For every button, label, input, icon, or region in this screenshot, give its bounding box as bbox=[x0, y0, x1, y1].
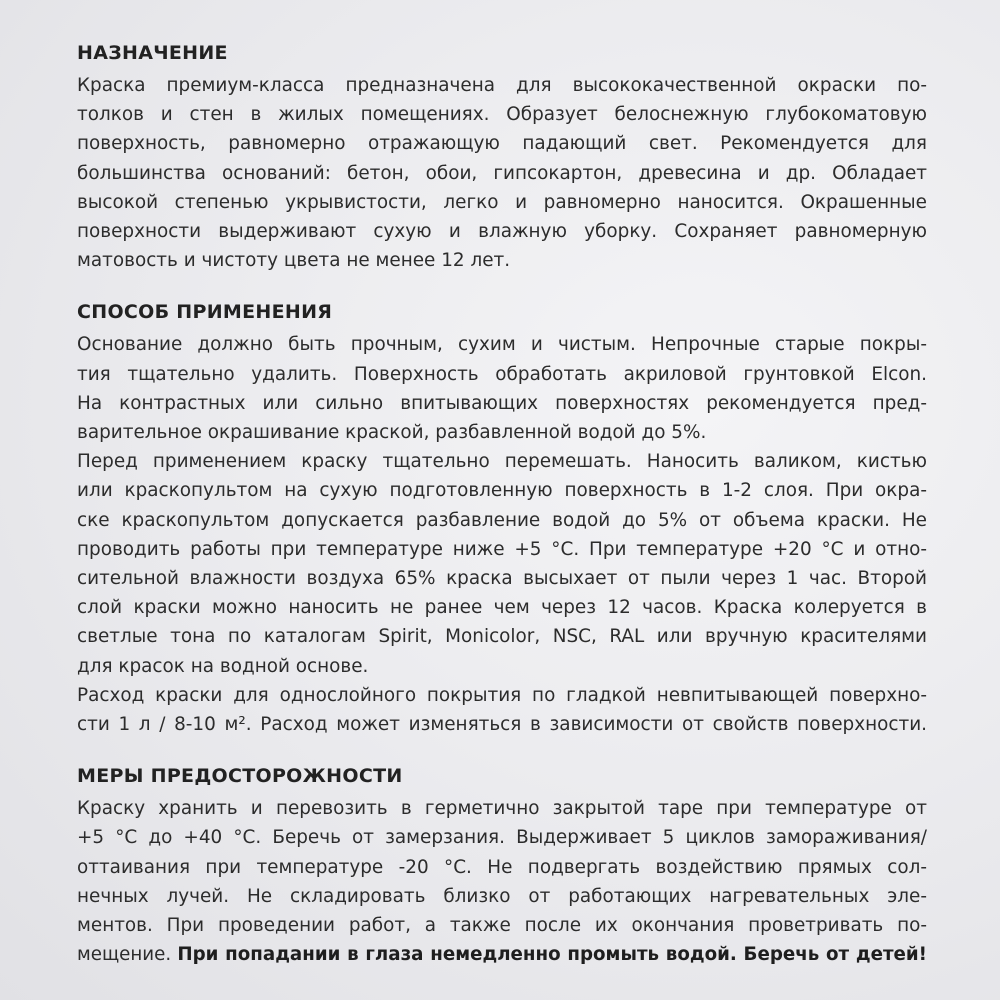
section-heading-application: СПОСОБ ПРИМЕНЕНИЯ bbox=[77, 301, 333, 324]
text-line: На контрастных или сильно впитывающих поверхностях рекомендуется пред- bbox=[77, 392, 927, 414]
text-line: светлые тона по каталогам Spirit, Monicolor, NSC, RAL или вручную красителями bbox=[77, 626, 927, 648]
section-body-precautions bbox=[77, 794, 927, 969]
section-body-purpose bbox=[77, 71, 927, 275]
text-line: Краска премиум-класса предназначена для высококачественной окраски по- bbox=[77, 75, 927, 96]
text-line: слой краски можно наносить не ранее чем через 12 часов. Краска колеруется в bbox=[77, 597, 927, 619]
text-line: +5 °С до +40 °С. Беречь от замерзания. Выдерживает 5 циклов замораживания/ bbox=[77, 827, 927, 849]
text-line: толков и стен в жилых помещениях. Образует белоснежную глубокоматовую bbox=[77, 104, 927, 126]
document bbox=[77, 36, 927, 969]
text-line: поверхность, равномерно отражающую падающий свет. Рекомендуется для bbox=[77, 133, 927, 155]
text-line: сительной влажности воздуха 65% краска высыхает от пыли через 1 час. Второй bbox=[77, 568, 927, 590]
text-line: Краску хранить и перевозить в герметично закрытой таре при температуре от bbox=[77, 798, 927, 820]
text-line: сти 1 л / 8-10 м². Расход может изменяться в зависимости от свойств поверхности. bbox=[77, 714, 927, 736]
section-precautions bbox=[77, 759, 927, 969]
safety-warning: При попадании в глаза немедленно промыть водой. Беречь от детей! bbox=[177, 944, 927, 966]
final-line-plain: мещение. bbox=[77, 944, 178, 966]
text-line: Основание должно быть прочным, сухим и чистым. Непрочные старые покры- bbox=[77, 334, 927, 356]
text-line: высокой степенью укрывистости, легко и равномерно наносится. Окрашенные bbox=[77, 191, 927, 213]
section-spacer bbox=[77, 275, 927, 295]
text-line-final bbox=[77, 940, 927, 969]
text-line: проводить работы при температуре ниже +5 °С. При температуре +20 °С и отно- bbox=[77, 538, 927, 560]
section-heading-precautions: МЕРЫ ПРЕДОСТОРОЖНОСТИ bbox=[77, 765, 403, 788]
section-purpose bbox=[77, 36, 927, 275]
section-spacer bbox=[77, 739, 927, 759]
text-line: оттаивания при температуре -20 °С. Не подвергать воздействию прямых сол- bbox=[77, 856, 927, 878]
text-line: ске краскопультом допускается разбавление водой до 5% от объема краски. Не bbox=[77, 509, 927, 531]
text-line: Перед применением краску тщательно перемешать. Наносить валиком, кистью bbox=[77, 451, 927, 473]
section-heading-purpose: НАЗНАЧЕНИЕ bbox=[77, 42, 228, 64]
text-line: тия тщательно удалить. Поверхность обработать акриловой грунтовкой Elcon. bbox=[77, 363, 927, 385]
text-line: Расход краски для однослойного покрытия по гладкой невпитывающей поверхно- bbox=[77, 684, 927, 706]
text-line: или краскопультом на сухую подготовленную поверхность в 1-2 слоя. При окра- bbox=[77, 480, 927, 502]
section-body-application bbox=[77, 330, 927, 739]
text-line: варительное окрашивание краской, разбавленной водой до 5%. bbox=[77, 422, 707, 444]
text-line: нечных лучей. Не складировать близко от работающих нагревательных эле- bbox=[77, 885, 927, 907]
text-line: поверхности выдерживают сухую и влажную уборку. Сохраняет равномерную bbox=[77, 221, 927, 243]
text-line: большинства оснований: бетон, обои, гипсокартон, древесина и др. Обладает bbox=[77, 162, 927, 184]
text-line: матовость и чистоту цвета не менее 12 лет. bbox=[77, 250, 511, 272]
section-application bbox=[77, 295, 927, 739]
text-line: для красок на водной основе. bbox=[77, 655, 369, 677]
text-line: ментов. При проведении работ, а также после их окончания проветривать по- bbox=[77, 915, 927, 937]
